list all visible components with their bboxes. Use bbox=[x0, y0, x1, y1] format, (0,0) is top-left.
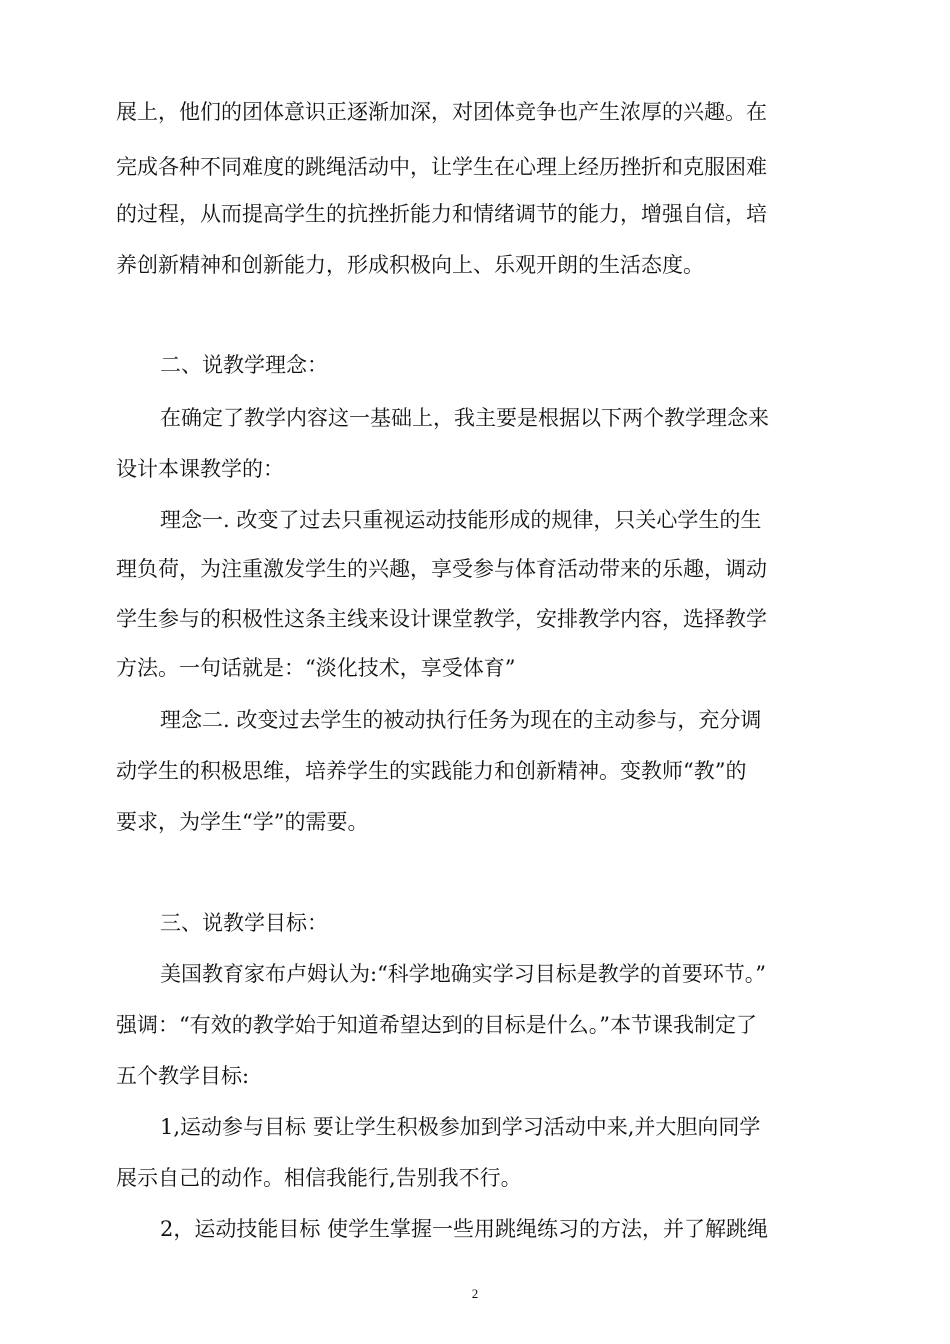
paragraph-line: 展上，他们的团体意识正逐渐加深，对团体竞争也产生浓厚的兴趣。在 bbox=[116, 100, 767, 124]
paragraph-line: 在确定了教学内容这一基础上，我主要是根据以下两个教学理念来 bbox=[160, 406, 769, 430]
paragraph-line: 设计本课教学的： bbox=[116, 457, 284, 481]
paragraph-line: 完成各种不同难度的跳绳活动中，让学生在心理上经历挫折和克服困难 bbox=[116, 155, 767, 179]
paragraph-line: 的过程，从而提高学生的抗挫折能力和情绪调节的能力，增强自信，培 bbox=[116, 202, 767, 226]
section-heading: 三、说教学目标： bbox=[160, 911, 328, 935]
paragraph-line: 要求，为学生“学”的需要。 bbox=[116, 810, 369, 834]
paragraph-line: 展示自己的动作。相信我能行,告别我不行。 bbox=[116, 1166, 522, 1190]
paragraph-line: 2，运动技能目标 使学生掌握一些用跳绳练习的方法，并了解跳绳 bbox=[160, 1217, 769, 1241]
paragraph-line: 理念二. 改变过去学生的被动执行任务为现在的主动参与，充分调 bbox=[160, 708, 762, 732]
paragraph-line: 动学生的积极思维，培养学生的实践能力和创新精神。变教师“教”的 bbox=[116, 759, 747, 783]
paragraph-line: 理负荷，为注重激发学生的兴趣，享受参与体育活动带来的乐趣，调动 bbox=[116, 557, 767, 581]
paragraph-line: 理念一. 改变了过去只重视运动技能形成的规律，只关心学生的生 bbox=[160, 508, 762, 532]
paragraph-line: 方法。一句话就是：“淡化技术，享受体育” bbox=[116, 656, 516, 680]
section-heading: 二、说教学理念： bbox=[160, 353, 328, 377]
page-number: 2 bbox=[471, 1286, 479, 1301]
paragraph-line: 五个教学目标: bbox=[116, 1064, 250, 1088]
paragraph-line: 美国教育家布卢姆认为:“科学地确实学习目标是教学的首要环节。” bbox=[160, 962, 767, 986]
paragraph-line: 1,运动参与目标 要让学生积极参加到学习活动中来,并大胆向同学 bbox=[160, 1115, 761, 1139]
paragraph-line: 学生参与的积极性这条主线来设计课堂教学，安排教学内容，选择教学 bbox=[116, 607, 767, 631]
paragraph-line: 养创新精神和创新能力，形成积极向上、乐观开朗的生活态度。 bbox=[116, 253, 704, 277]
paragraph-line: 强调：“有效的教学始于知道希望达到的目标是什么。”本节课我制定了 bbox=[116, 1013, 757, 1037]
